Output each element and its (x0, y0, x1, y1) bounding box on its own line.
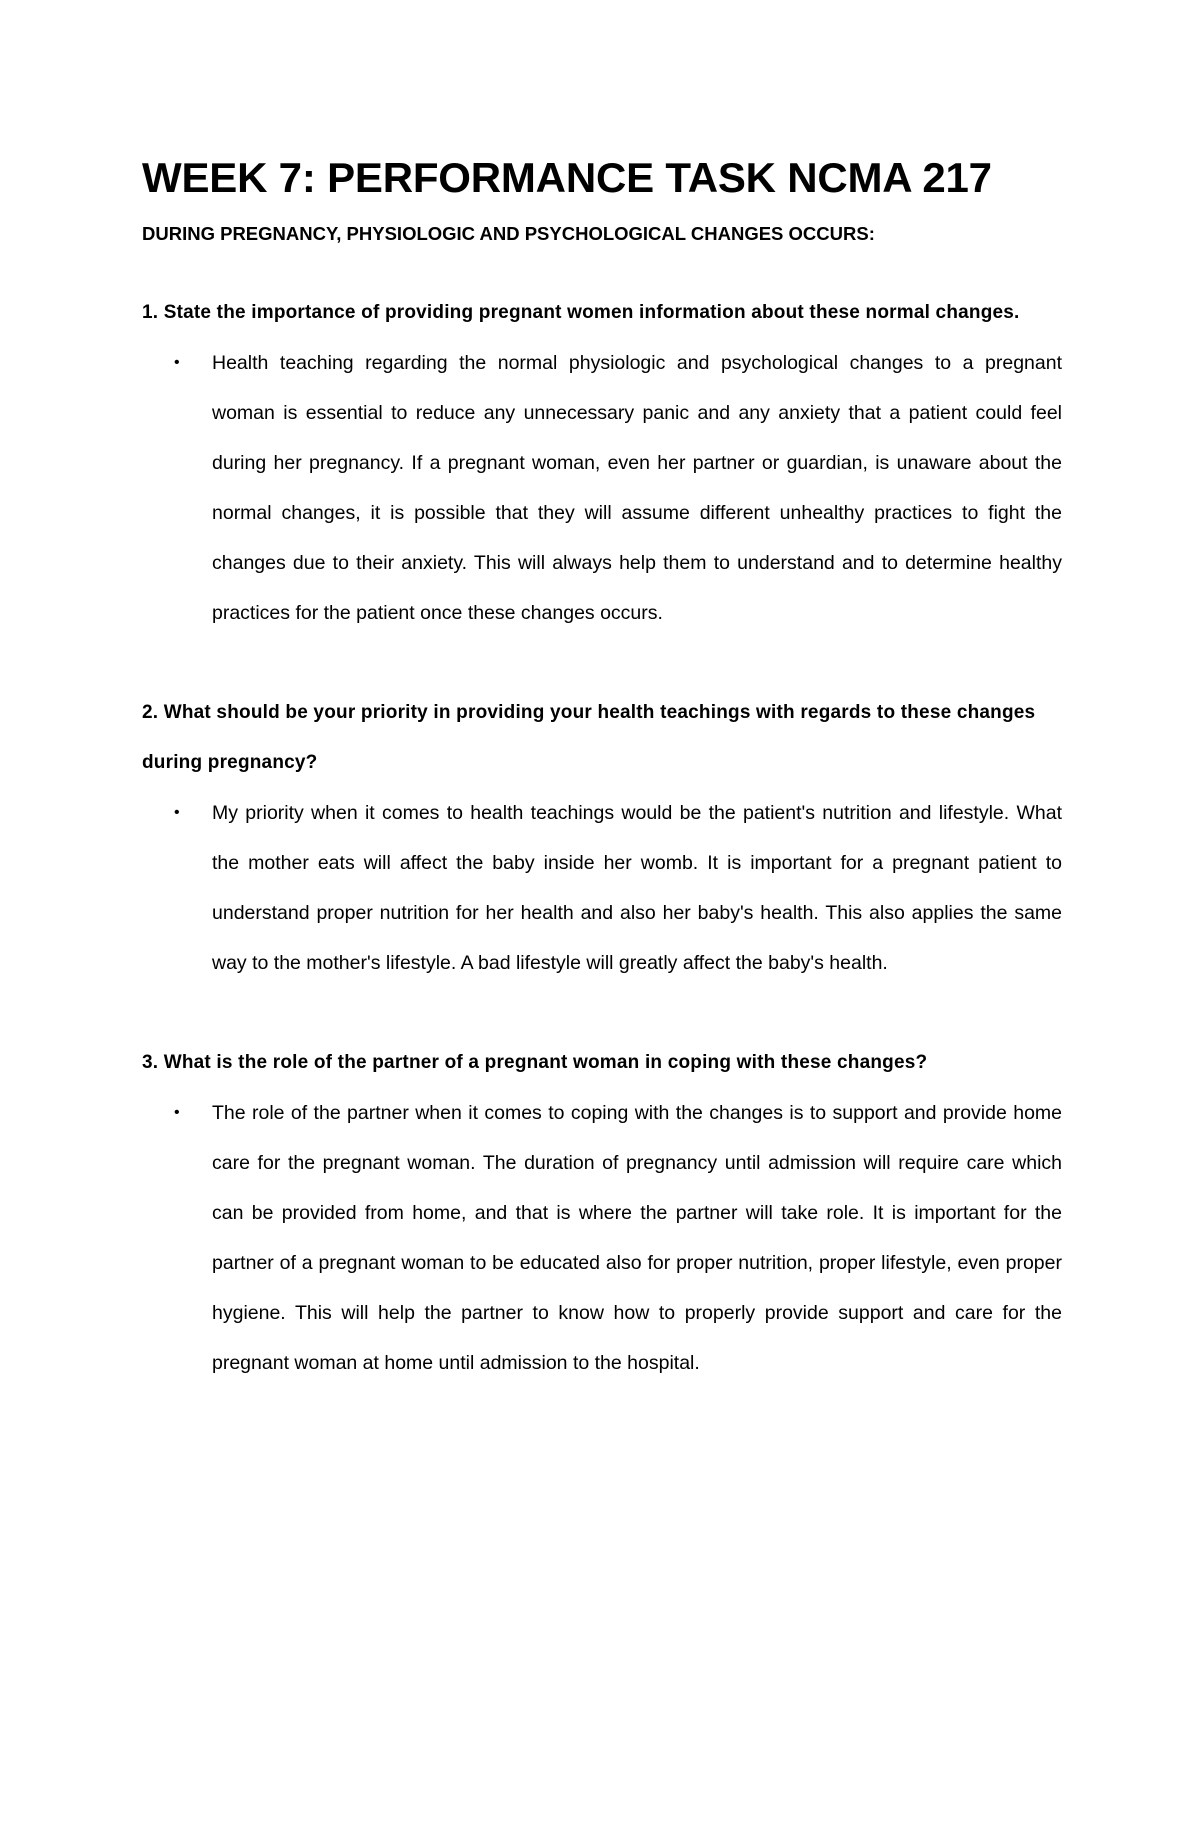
answer-1 (142, 338, 1062, 638)
bullet-icon: • (174, 804, 180, 821)
document-subtitle: DURING PREGNANCY, PHYSIOLOGIC AND PSYCHOLOGICAL CHANGES OCCURS: (142, 223, 875, 244)
answer-list-2 (142, 788, 1062, 988)
answer-2-text: My priority when it comes to health teachings would be the patient's nutrition and lifestyle. What the mother eats will affect the baby inside her womb. It is important for a pregnant patient to understand proper nutrition for her health and also her baby's health. This also applies the same way to the mother's lifestyle. A bad lifestyle will greatly affect the baby's health. (212, 802, 1062, 974)
answer-3 (142, 1088, 1062, 1388)
section-1 (142, 288, 1062, 638)
question-3: 3. What is the role of the partner of a pregnant woman in coping with these changes? (142, 1052, 928, 1073)
answer-list-1 (142, 338, 1062, 638)
section-2 (142, 688, 1062, 988)
question-1: 1. State the importance of providing pregnant women information about these normal changes. (142, 302, 1020, 323)
question-2: 2. What should be your priority in providing your health teachings with regards to these changes during pregnancy? (142, 702, 1036, 773)
document-title: WEEK 7: PERFORMANCE TASK NCMA 217 (142, 154, 992, 201)
answer-2 (142, 788, 1062, 988)
section-3 (142, 1038, 1062, 1388)
answer-list-3 (142, 1088, 1062, 1388)
document-body (142, 150, 1062, 1388)
bullet-icon: • (174, 354, 180, 371)
bullet-icon: • (174, 1104, 180, 1121)
answer-3-text: The role of the partner when it comes to coping with the changes is to support and provide home care for the pregnant woman. The duration of pregnancy until admission will require care which can be provided from home, and that is where the partner will take role. It is important for the partner of a pregnant woman to be educated also for proper nutrition, proper lifestyle, even proper hygiene. This will help the partner to know how to properly provide support and care for the pregnant woman at home until admission to the hospital. (212, 1102, 1062, 1374)
answer-1-text: Health teaching regarding the normal physiologic and psychological changes to a pregnant woman is essential to reduce any unnecessary panic and any anxiety that a patient could feel during her pregnancy. If a pregnant woman, even her partner or guardian, is unaware about the normal changes, it is possible that they will assume different unhealthy practices to fight the changes due to their anxiety. This will always help them to understand and to determine healthy practices for the patient once these changes occurs. (212, 352, 1062, 624)
